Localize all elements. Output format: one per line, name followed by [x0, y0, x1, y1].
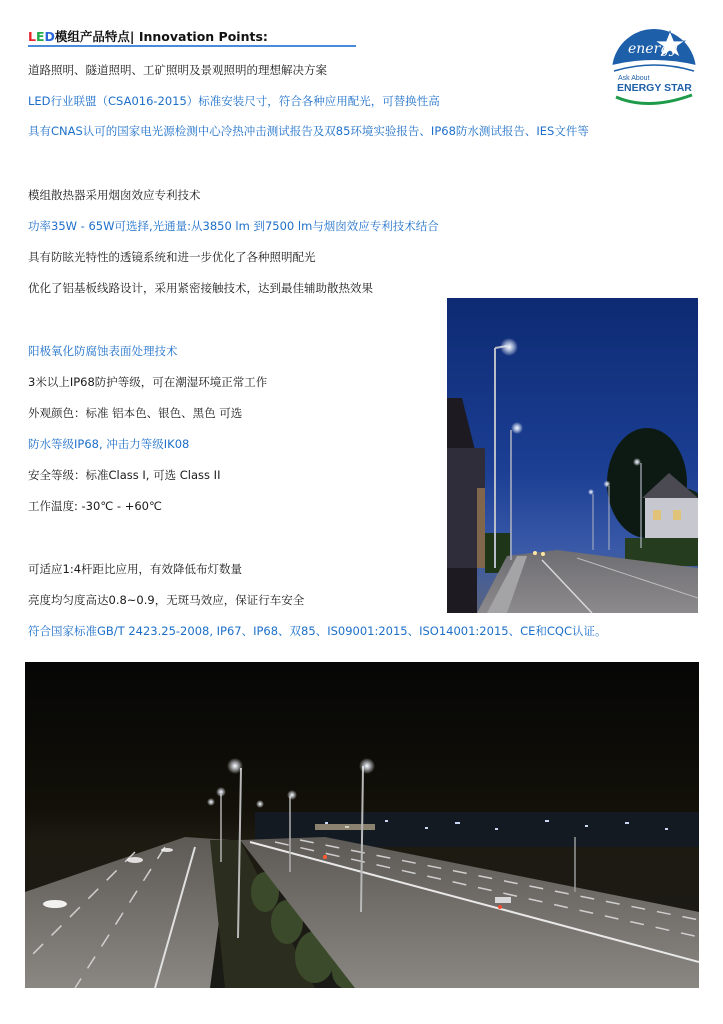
- feature-line: 可适应1:4杆距比应用，有效降低布灯数量: [28, 562, 243, 576]
- feature-line: 防水等级IP68, 冲击力等级IK08: [28, 437, 190, 451]
- feature-line: 3米以上IP68防护等级，可在潮湿环境正常工作: [28, 375, 268, 389]
- logo-name-text: ENERGY STAR: [617, 82, 692, 94]
- feature-line: 优化了铝基板线路设计，采用紧密接触技术，达到最佳辅助散热效果: [28, 281, 373, 295]
- feature-line: 道路照明、隧道照明、工矿照明及景观照明的理想解决方案: [28, 63, 327, 77]
- feature-line: 亮度均匀度高达0.8~0.9，无斑马效应，保证行车安全: [28, 593, 305, 607]
- logo-script-text: energy: [628, 41, 678, 57]
- dusk-street-photo: [447, 298, 698, 613]
- energy-star-logo: [608, 25, 700, 113]
- feature-line: 具有防眩光特性的透镜系统和进一步优化了各种照明配光: [28, 250, 316, 264]
- feature-line: LED行业联盟（CSA016-2015）标准安装尺寸，符合各种应用配光，可替换性高: [28, 94, 440, 108]
- feature-line: 工作温度: -30℃ - +60℃: [28, 499, 162, 513]
- feature-line: 具有CNAS认可的国家电光源检测中心冷热冲击测试报告及双85环境实验报告、IP68防水测试报告、IES文件等: [28, 124, 589, 138]
- night-highway-photo: [25, 662, 699, 988]
- section-heading: LED模组产品特点| Innovation Points:: [28, 29, 268, 44]
- logo-ask-text: Ask About: [618, 75, 650, 82]
- feature-line: 符合国家标准GB/T 2423.25-2008, IP67、IP68、双85、IS09001:2015、ISO14001:2015、CE和CQC认证。: [28, 624, 607, 638]
- feature-line: 安全等级：标准Class I, 可选 Class II: [28, 468, 221, 482]
- feature-line: 功率35W - 65W可选择,光通量:从3850 lm 到7500 lm与烟囱效应专利技术结合: [28, 219, 439, 233]
- feature-line: 阳极氧化防腐蚀表面处理技术: [28, 344, 178, 358]
- heading-underline: [28, 45, 356, 47]
- feature-line: 模组散热器采用烟囱效应专利技术: [28, 188, 201, 202]
- feature-line: 外观颜色：标准 铝本色、银色、黑色 可选: [28, 406, 243, 420]
